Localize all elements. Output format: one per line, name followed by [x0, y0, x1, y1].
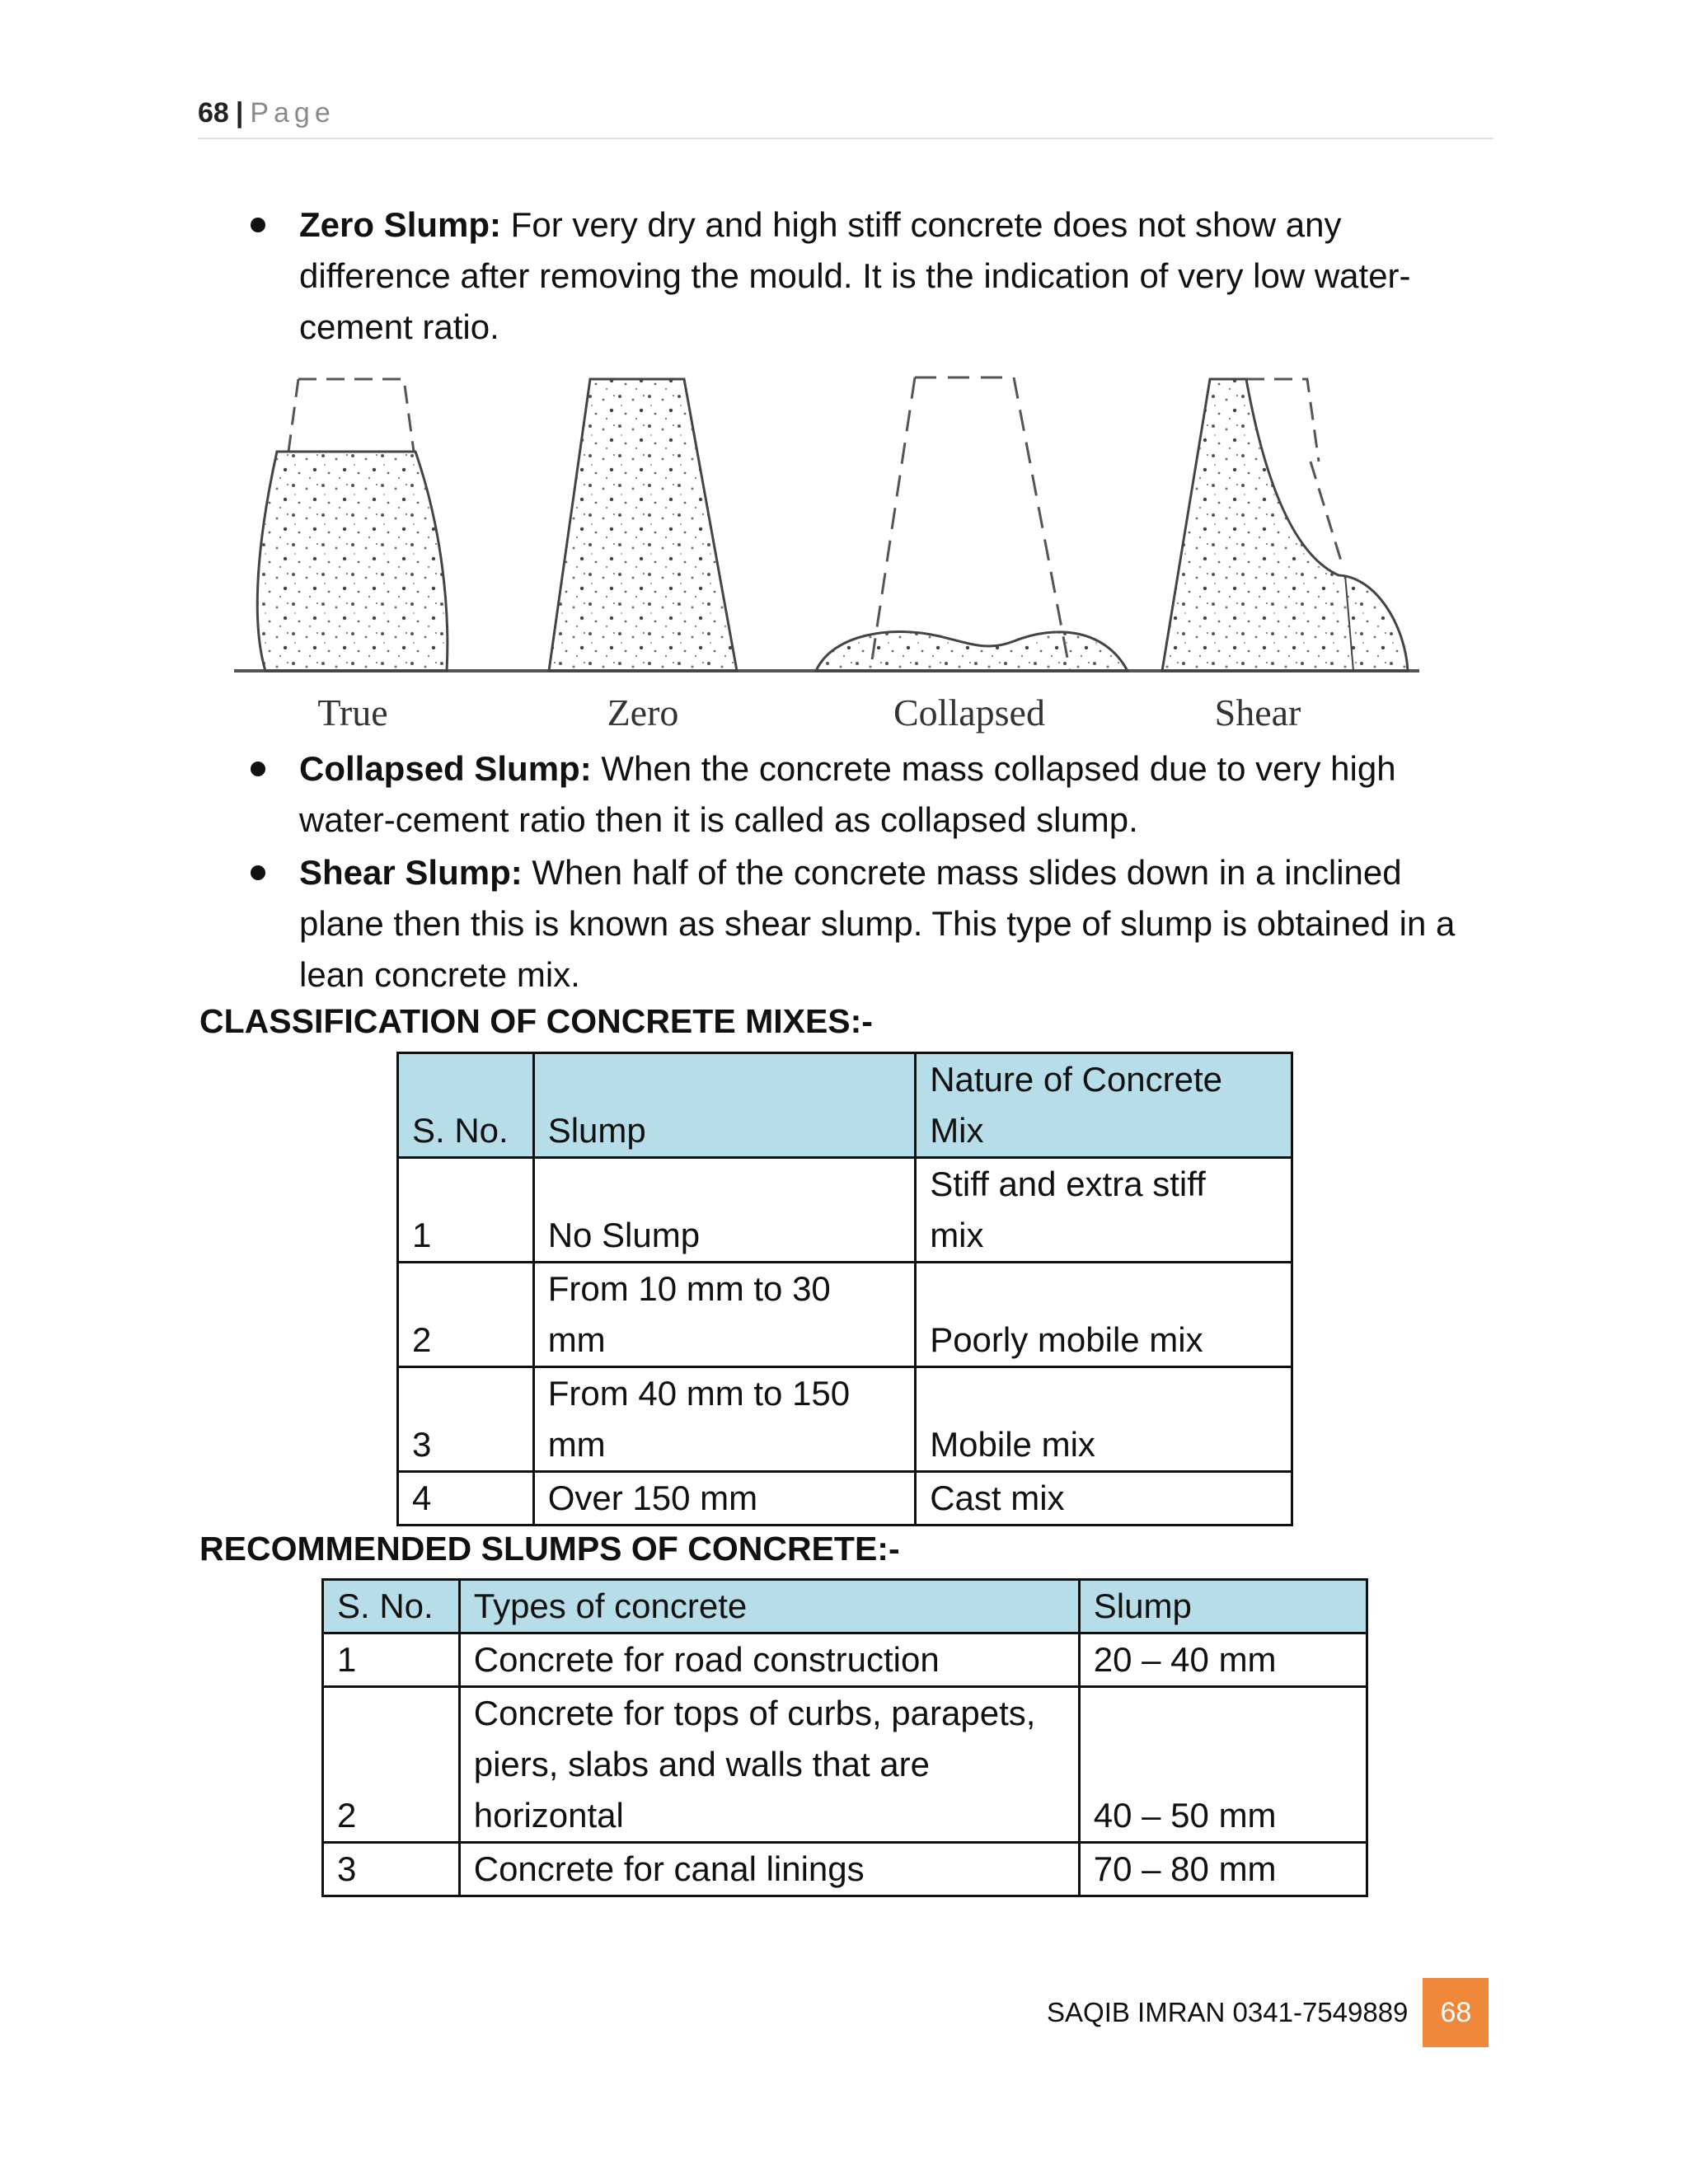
table-row — [323, 1843, 1367, 1896]
cell-slump: 40 – 50 mm — [1079, 1687, 1367, 1843]
bullet-body-line3: lean concrete mix. — [299, 955, 580, 994]
cell-nature: Poorly mobile mix — [916, 1263, 1292, 1367]
cell-sno: 1 — [323, 1633, 460, 1687]
cell-nature: Mobile mix — [916, 1367, 1292, 1472]
header-page-word: Page — [250, 97, 335, 129]
cell-slump: From 10 mm to 30 mm — [533, 1263, 916, 1367]
figure-label-collapsed: Collapsed — [893, 691, 1045, 733]
header-page-number: 68 — [198, 97, 229, 129]
bullet-zero-slump — [251, 199, 1488, 353]
figure-label-true: True — [317, 691, 388, 733]
cell-slump: From 40 mm to 150 mm — [533, 1367, 916, 1472]
bullet-term: Shear Slump: — [299, 853, 523, 892]
bullet-shear-slump — [251, 847, 1488, 1001]
page-footer — [1047, 1978, 1489, 2047]
recommended-heading: RECOMMENDED SLUMPS OF CONCRETE:- — [199, 1530, 900, 1568]
cell-type: Concrete for canal linings — [459, 1843, 1079, 1896]
bullet-body-line2: water-cement ratio then it is called as collapsed slump. — [299, 800, 1138, 839]
bullet-text — [299, 847, 1488, 1001]
cell-sno: 4 — [398, 1472, 534, 1526]
table-header-row — [398, 1053, 1292, 1158]
table-row — [323, 1687, 1367, 1843]
cell-sno: 1 — [398, 1158, 534, 1263]
table-header-row — [323, 1580, 1367, 1633]
header-sno: S. No. — [398, 1053, 534, 1158]
table-row — [398, 1263, 1292, 1367]
table-row — [323, 1633, 1367, 1687]
table-row — [398, 1158, 1292, 1263]
collapsed-slump-shape — [816, 377, 1128, 671]
bullet-body-line2: plane then this is known as shear slump. This type of slump is obtained in a — [299, 904, 1456, 943]
cell-slump: Over 150 mm — [533, 1472, 916, 1526]
header-nature: Nature of Concrete Mix — [916, 1053, 1292, 1158]
classification-heading: CLASSIFICATION OF CONCRETE MIXES:- — [199, 1002, 873, 1040]
figure-label-shear: Shear — [1214, 691, 1301, 733]
footer-author: SAQIB IMRAN 0341-7549889 — [1047, 1997, 1409, 2027]
bullet-term: Zero Slump: — [299, 205, 502, 244]
header-type: Types of concrete — [459, 1580, 1079, 1633]
cell-sno: 2 — [323, 1687, 460, 1843]
bullet-dot — [251, 762, 265, 776]
shear-slump-shape — [1162, 379, 1408, 671]
cell-slump: 20 – 40 mm — [1079, 1633, 1367, 1687]
cell-type: Concrete for tops of curbs, parapets, piers, slabs and walls that are horizontal — [459, 1687, 1079, 1843]
bullet-text — [299, 743, 1488, 846]
classification-table — [396, 1052, 1293, 1526]
recommended-table — [321, 1578, 1368, 1897]
header-separator: | — [235, 97, 244, 129]
bullet-text — [299, 199, 1488, 353]
cell-type: Concrete for road construction — [459, 1633, 1079, 1687]
table-row — [398, 1472, 1292, 1526]
bullet-body: When the concrete mass collapsed due to very high — [591, 749, 1396, 788]
header-slump: Slump — [1079, 1580, 1367, 1633]
bullet-collapsed-slump — [251, 743, 1488, 846]
bullet-dot — [251, 865, 265, 880]
bullet-body: For very dry and high stiff concrete does not show any — [501, 205, 1342, 244]
cell-slump: No Slump — [533, 1158, 916, 1263]
page-header — [198, 97, 1493, 139]
bullet-body-line2: difference after removing the mould. It is the indication of very low water- — [299, 256, 1411, 295]
table-row — [398, 1367, 1292, 1472]
cell-sno: 3 — [323, 1843, 460, 1896]
bullet-term: Collapsed Slump: — [299, 749, 592, 788]
cell-nature: Stiff and extra stiff mix — [916, 1158, 1292, 1263]
header-slump: Slump — [533, 1053, 916, 1158]
zero-slump-shape — [549, 379, 737, 671]
slump-types-diagram — [231, 363, 1426, 742]
cell-sno: 3 — [398, 1367, 534, 1472]
cell-nature: Cast mix — [916, 1472, 1292, 1526]
true-slump-shape — [257, 379, 448, 671]
figure-label-zero: Zero — [607, 691, 679, 733]
bullet-body: When half of the concrete mass slides down in a inclined — [522, 853, 1402, 892]
cell-slump: 70 – 80 mm — [1079, 1843, 1367, 1896]
footer-page-box: 68 — [1423, 1978, 1489, 2047]
bullet-dot — [251, 218, 265, 232]
cell-sno: 2 — [398, 1263, 534, 1367]
header-sno: S. No. — [323, 1580, 460, 1633]
bullet-body-line3: cement ratio. — [299, 307, 499, 346]
